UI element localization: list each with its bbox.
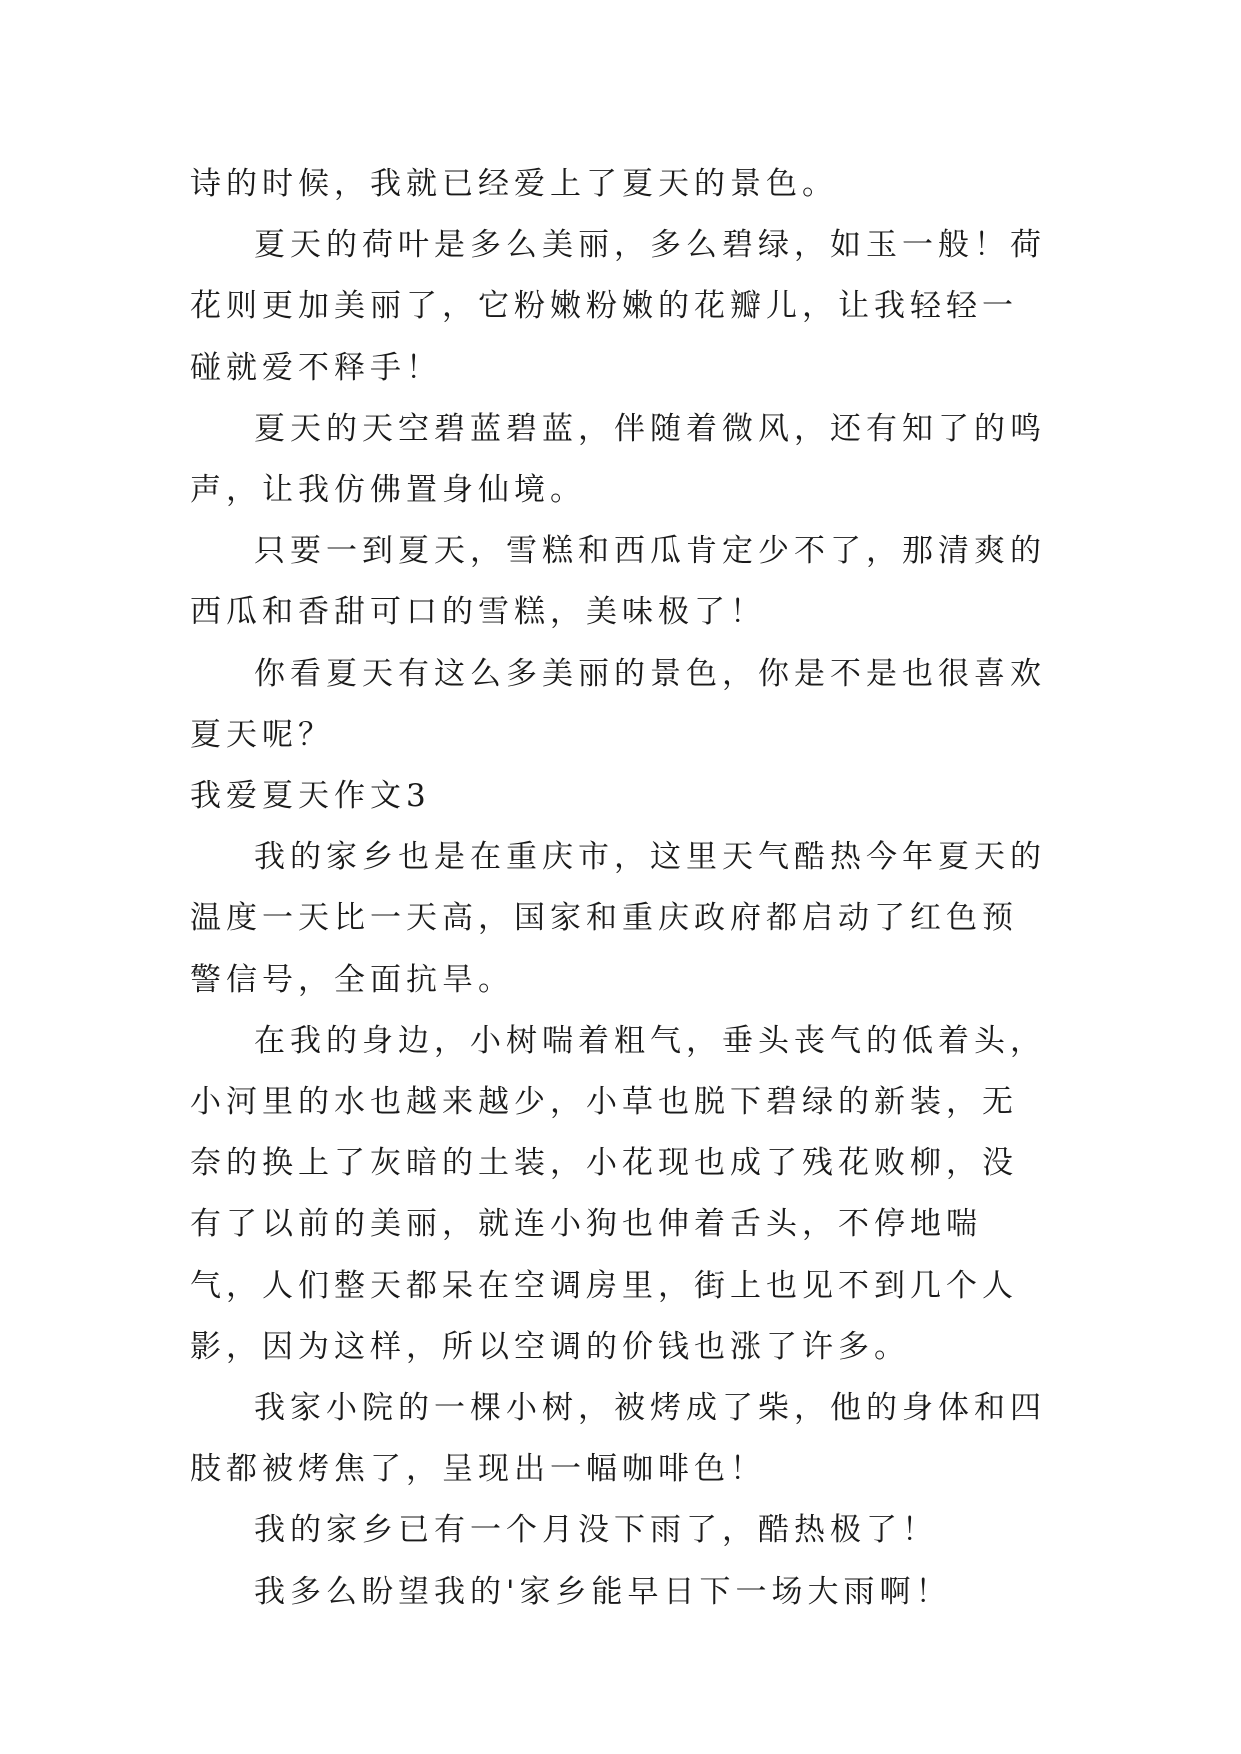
- paragraph-summary: 你看夏天有这么多美丽的景色，你是不是也很喜欢夏天呢？: [190, 655, 1046, 753]
- paragraph-continued: 诗的时候，我就已经爱上了夏天的景色。: [190, 166, 838, 202]
- paragraph-lotus: 夏天的荷叶是多么美丽，多么碧绿，如玉一般！荷花则更加美丽了，它粉嫩粉嫩的花瓣儿，让我轻轻一碰就爱不释手！: [190, 227, 1046, 386]
- paragraph-hometown: 我的家乡也是在重庆市，这里天气酷热今年夏天的温度一天比一天高，国家和重庆政府都启动了红色预警信号，全面抗旱。: [190, 839, 1046, 998]
- paragraph-tree: 我家小院的一棵小树，被烤成了柴，他的身体和四肢都被烤焦了，呈现出一幅咖啡色！: [190, 1390, 1046, 1488]
- essay-body: [190, 154, 1050, 1623]
- paragraph-no-rain: 我的家乡已有一个月没下雨了，酷热极了！: [254, 1512, 938, 1549]
- paragraph-surroundings: 在我的身边，小树喘着粗气，垂头丧气的低着头，小河里的水也越来越少，小草也脱下碧绿的新装，无奈的换上了灰暗的土装，小花现也成了残花败柳，没有了以前的美丽，就连小狗也伸着舌头，不停地喘气，人们整天都呆在空调房里，街上也见不到几个人影，因为这样，所以空调的价钱也涨了许多。: [190, 1022, 1046, 1365]
- essay-heading: 我爱夏天作文3: [190, 778, 431, 815]
- paragraph-sky: 夏天的天空碧蓝碧蓝，伴随着微风，还有知了的鸣声，让我仿佛置身仙境。: [190, 410, 1046, 509]
- paragraph-icecream-watermelon: 只要一到夏天，雪糕和西瓜肯定少不了，那清爽的西瓜和香甜可口的雪糕，美味极了！: [190, 533, 1046, 631]
- paragraph-hope: 我多么盼望我的'家乡能早日下一场大雨啊！: [254, 1573, 952, 1610]
